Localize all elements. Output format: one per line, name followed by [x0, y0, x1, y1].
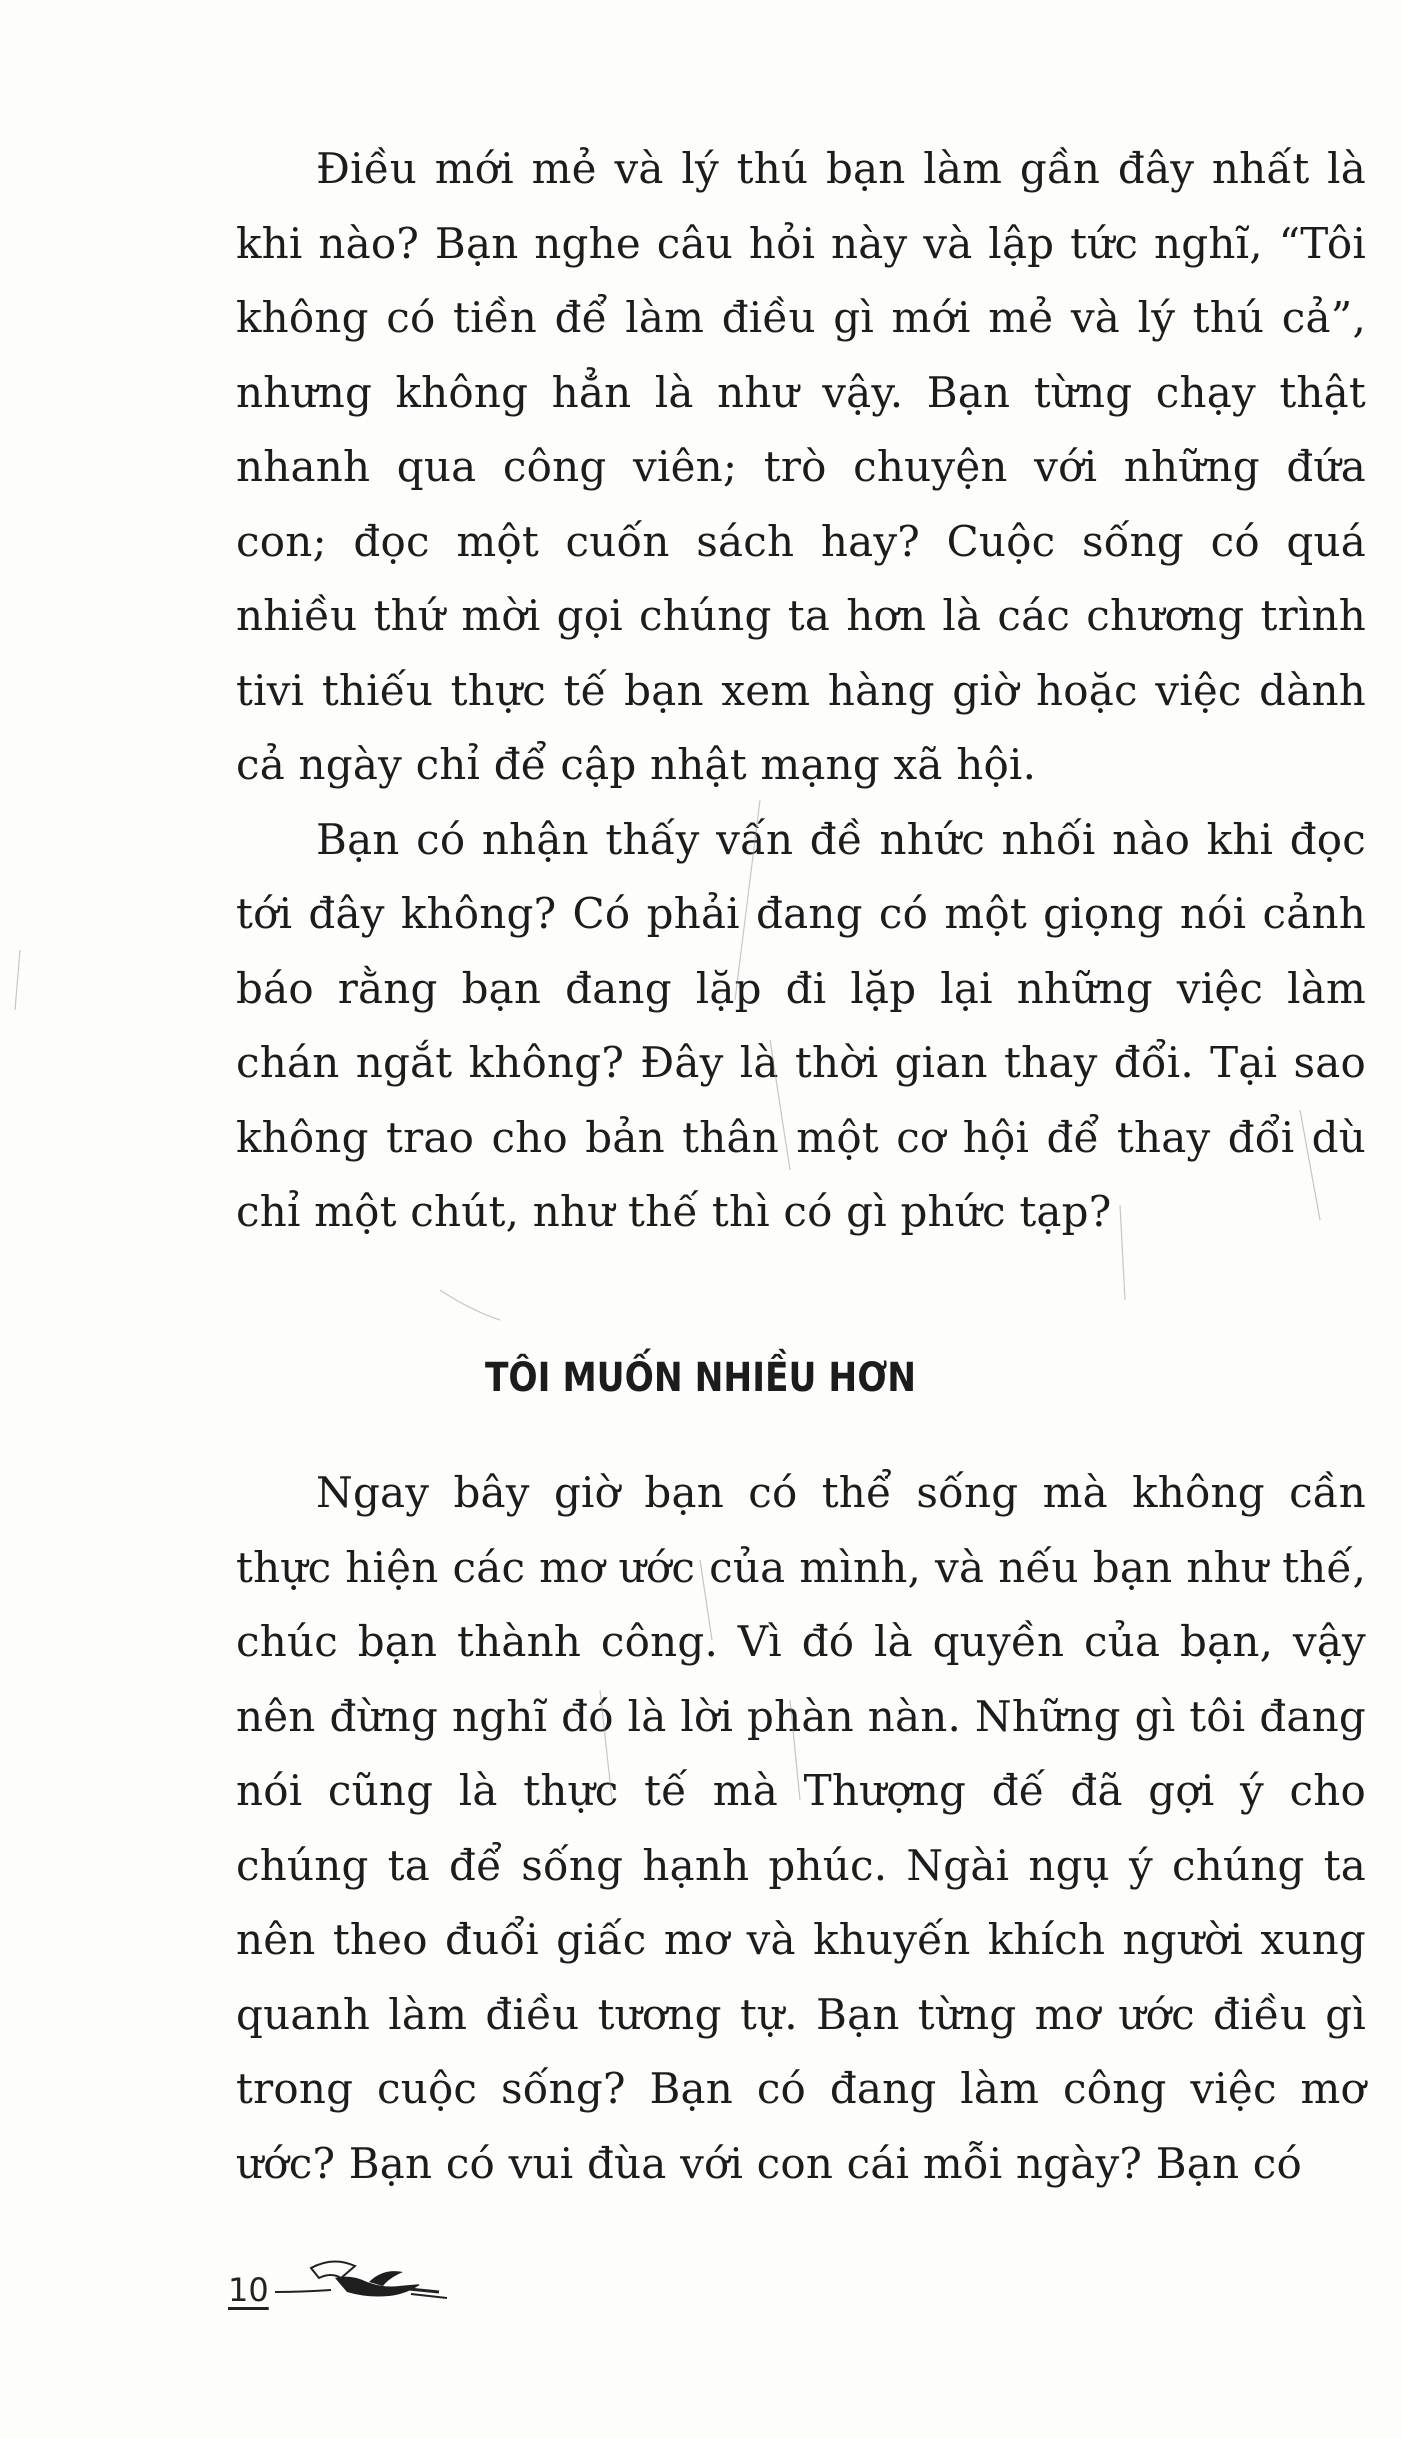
section-heading: TÔI MUỐN NHIỀU HƠN — [484, 1355, 917, 1401]
paragraph-3: Ngay bây giờ bạn có thể sống mà không cần thực hiện các mơ ước của mình, và nếu bạn như thế, chúc bạn thành công. Vì đó là quyền của bạn, vậy nên đừng nghĩ đó là lời phàn nàn. Những gì tôi đang nói cũng là thực tế mà Thượng đế đã gợi ý cho chúng ta để sống hạnh phúc. Ngài ngụ ý chúng ta nên theo đuổi giấc mơ và khuyến khích người xung quanh làm điều tương tự. Bạn từng mơ ước điều gì trong cuộc sống? Bạn có đang làm công việc mơ ước? Bạn có vui đùa với con cái mỗi ngày? Bạn có — [236, 1468, 1366, 2188]
paragraph-1: Điều mới mẻ và lý thú bạn làm gần đây nhất là khi nào? Bạn nghe câu hỏi này và lập tức nghĩ, “Tôi không có tiền để làm điều gì mới mẻ và lý thú cả”, nhưng không hẳn là như vậy. Bạn từng chạy thật nhanh qua công viên; trò chuyện với những đứa con; đọc một cuốn sách hay? Cuộc sống có quá nhiều thứ mời gọi chúng ta hơn là các chương trình tivi thiếu thực tế bạn xem hàng giờ hoặc việc dành cả ngày chỉ để cập nhật mạng xã hội. — [236, 144, 1366, 789]
page-number: 10 — [228, 2271, 269, 2309]
paragraph-2: Bạn có nhận thấy vấn đề nhức nhối nào khi đọc tới đây không? Có phải đang có một giọng nói cảnh báo rằng bạn đang lặp đi lặp lại những việc làm chán ngắt không? Đây là thời gian thay đổi. Tại sao không trao cho bản thân một cơ hội để thay đổi dù chỉ một chút, như thế thì có gì phức tạp? — [236, 814, 1366, 1236]
